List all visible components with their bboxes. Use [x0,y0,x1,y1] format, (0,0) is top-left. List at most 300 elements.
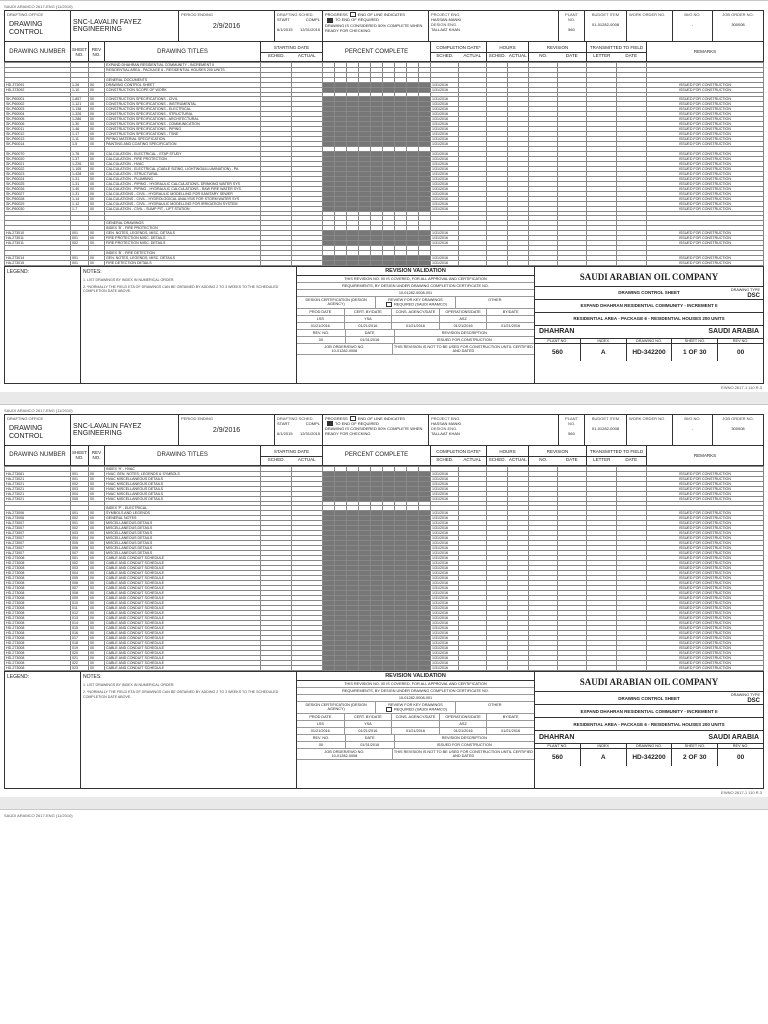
comp-sched-cell: 1/31/2016 [431,656,459,661]
comp-sched-cell: 1/31/2016 [431,541,459,546]
comp-sched-cell: 1/31/2016 [431,161,459,166]
percent-cell [323,260,335,265]
comp-sched-cell: 1/31/2016 [431,621,459,626]
period-ending: 2/9/2016 [212,23,241,30]
drawing-number-cell: HA-273014 [5,255,71,260]
comp-sched-cell: 1/31/2016 [431,496,459,501]
rev-cell: 00 [89,97,105,102]
rev-cell: 00 [89,132,105,137]
letter-cell [587,260,617,265]
percent-cell [419,666,431,671]
title-cell: INDEX 'B' - FIRE DETECTION [105,250,261,255]
title-cell: CABLE AND CONDUIT SCHEDULE [105,621,261,626]
drawing-number-cell: HD-273008 [5,631,71,636]
title-cell: CALCULATION - FIRE PROTECTION [105,156,261,161]
notes: NOTES: 1. LIST DRAWINGS BY INDEX IN NUMERICAL ORDER. 2. *NORMALLY THE FIELD ETA OF DRAWINGS CAN BE OBTAINED BY ADDING 2 TO 3 WEEKS TO THE SCHEDULED COMPLETION DATE ABOVE. [81,672,297,788]
comp-sched-cell: 1/31/2016 [431,556,459,561]
sheet-cell: 006 [71,581,89,586]
comp-sched-cell: 1/31/2016 [431,531,459,536]
comp-sched-cell: 1/31/2016 [431,476,459,481]
remarks-cell: ISSUED FOR CONSTRUCTION [647,661,764,666]
title-cell: CALCULATION - ELECTRICAL (CABLE SIZING, LIGHTING&ILLUMINATION) - PA [105,166,261,171]
remarks-cell: ISSUED FOR CONSTRUCTION [647,606,764,611]
title-cell: FIRE DETECTION DETAILS [105,260,261,265]
remarks-cell: ISSUED FOR CONSTRUCTION [647,611,764,616]
drawing-number-cell: HA-273010 [5,230,71,235]
drawing-control-sheet-3: SAUDI ARAMCO 2617-ENG (11/2010) [0,809,768,819]
sheet-cell: 1-40 [71,186,89,191]
sheet-cell: 003 [71,566,89,571]
hours-actual-cell [508,666,529,671]
title-cell: CABLE AND CONDUIT SCHEDULE [105,641,261,646]
comp-sched-cell: 1/31/2016 [431,156,459,161]
title-cell: CONSTRUCTION SPECIFICATIONS - CIVIL [105,97,261,102]
comp-sched-cell: 1/31/2016 [431,581,459,586]
comp-sched-cell: 1/31/2016 [431,102,459,107]
sheet-cell: 002 [71,481,89,486]
comp-sched-cell: 1/31/2016 [431,561,459,566]
remarks-cell: ISSUED FOR CONSTRUCTION [647,476,764,481]
comp-sched-cell: 1/31/2016 [431,107,459,112]
legend: LEGEND: [5,672,81,788]
drawing-number-cell: SK-P60011 [5,127,71,132]
page-gap [0,797,768,809]
comp-sched-cell: 1/31/2016 [431,611,459,616]
comp-sched-cell: 1/31/2016 [431,651,459,656]
column-headers: DRAWING NUMBER SHEET NO. REV NO. DRAWING TITLES STARTING DATE SCHED. ACTUAL PERCENT COMPLETE COMPLETION DATE* SCHED. ACTUAL HOURS SCHED. ACTUAL REVISION NO. DATE TRANSMITTED TO FIELD LETTER DATE REMARKS [4,42,764,62]
rev-cell: 00 [89,142,105,147]
drawing-rows-sheet-2 [5,466,764,671]
rev-cell: 00 [89,255,105,260]
drawing-number-cell: HD-273008 [5,561,71,566]
sheet-number: 1 OF 30 [672,344,718,361]
drawing-number-cell: HD-273008 [5,661,71,666]
remarks-cell: ISSUED FOR CONSTRUCTION [647,531,764,536]
percent-cell [359,260,371,265]
rev-cell: 00 [89,151,105,156]
sheet-cell: 001 [71,556,89,561]
remarks-cell: ISSUED FOR CONSTRUCTION [647,556,764,561]
drawing-number-cell: HD-273008 [5,656,71,661]
remarks-cell: ISSUED FOR CONSTRUCTION [647,151,764,156]
drawing-number-cell: HD-273008 [5,591,71,596]
drawing-control-sheet-1: SAUDI ARAMCO 2617-ENG (11/2010) DRAFTING OFFICE DRAWING CONTROL SNC-LAVALIN FAYEZ ENGINEERING PERIOD ENDING 2/9/2016 DRAFTING SCHED. START COMPL 6/1/2015 12/31/2015 PROGRESS END OF LINE INDICATES TO END OF REQUIRED DRAWING IS CONSIDERED 50% COMPLETE WHEN READY FOR CHECKING PROJECT ENG. HASSAN MANKI DESIGN ENG. TALLAAT KHAN PLANT NO. 560 BUDGET ITEM 01-01282-0008 WORK ORDER NO. BI/O NO. - JOB ORDER NO. 300008 DRAWING NUMBER SHEET NO. REV NO. DRAWING TITLES STARTING DATE SCHED. ACTUAL PERCENT COMPLETE COMPLETION DATE* SCHED. ACTUAL HOURS SCHED. ACTUAL REVISION NO. DATE TRANSMITTED TO FIELD LETTER DATE REMARKS EXPAND DHAHRAN RESIDENTIAL COMMUNITY - INCREMENT II RESIDENTIAL AREA - PACKAGE 6 - RESIDENTIAL HOUSES 200 UNITS GENERAL DOCUMENTS HD-373091 1-26 00 DRAWING CONTROL SHEET 1/31/2016 ISSUED FOR CONSTRUCTION HD-373092 1-10 00 CONSTRUCTION SCOPE OF WORK 1/31/2016 ISSUED FOR CONSTRUCTION SK-P60001 1-857 00 CONSTRUCTION SPECIFICATIONS - CIVIL 1/31/2016 ISSUED FOR CONSTRUCTION SK-P60002 1-121 00 CONSTRUCTION SPECIFICATIONS - INSTRUMENTAL 1/31/2016 ISSUED FOR CONSTRUCTION SK-P60003 1-138 00 CONSTRUCTION SPECIFICATIONS - ELECTRICAL 1/31/2016 ISSUED FOR CONSTRUCTION SK-P60004 1-326 00 CONSTRUCTION SPECIFICATIONS - STRUCTURAL 1/31/2016 ISSUED FOR CONSTRUCTION SK-P60005 1-286 00 CONSTRUCTION SPECIFICATIONS - ARCHITECTURAL 1/31/2016 ISSUED FOR CONSTRUCTION SK-P60006 1-30 00 CONSTRUCTION SPECIFICATIONS - COMMUNICATION 1/31/2016 ISSUED FOR CONSTRUCTION SK-P60011 1-46 00 CONSTRUCTION SPECIFICATIONS - PIPING 1/31/2016 ISSUED FOR CONSTRUCTION SK-P60012 1-17 00 CONSTRUCTION SPECIFICATIONS - TSNE 1/31/2016 ISSUED FOR CONSTRUCTION SK-P60013 1-11 00 PIPING MATERIAL SPECIFICATION 1/31/2016 ISSUED FOR CONSTRUCTION SK-P60014 1-5 00 PAINTING AND COATING SPECIFICATION 1/31/2016 ISSUED FOR CONSTRUCTION SK-P60070 1-76 00 CALCULATION - ELECTRICAL - ETAP STUDY 1/31/2016 ISSUED FOR CONSTRUCTION SK-P60020 1-37 00 CALCULATION - FIRE PROTECTION 1/31/2016 ISSUED FOR CONSTRUCTION SK-P60021 1-226 00 CALCULATION - HVAC 1/31/2016 ISSUED FOR CONSTRUCTION SK-P60022 1-105 00 CALCULATION - ELECTRICAL (CABLE SIZING, LIGHTING&ILLUMINATION) - PA 1/31/2016 ISSUED FOR CONSTRUCTION SK-P60023 1-428 00 CALCULATION - STRUCTURAL 1/31/2016 ISSUED FOR CONSTRUCTION SK-P60024 1-31 00 CALCULATION - PLUMBING 1/31/2016 ISSUED FOR CONSTRUCTION SK-P60025 1-31 00 CALCULATION - PIPING - HYDRAULIC CALCULATIONS- DRINKING WATER SYS 1/31/2016 ISSUED FOR CONSTRUCTION SK-P60026 1-40 00 CALCULATION - PIPING - HYDRAULIC CALCULATIONS - RAW FIRE WATER SYS 1/31/2016 ISSUED FOR CONSTRUCTION SK-P60027 1-31 00 CALCULATIONS - CIVIL - HYDRAULIC MODELLING FOR SANITARY SEWER 1/31/2016 ISSUED FOR CONSTRUCTION SK-P60028 1-14 00 CALCULATIONS - CIVIL - HYDROLOGICAL ANALYSIS FOR STORM WATER SYS 1/31/2016 ISSUED FOR CONSTRUCTION SK-P60029 1-12 00 CALCULATIONS - CIVIL - HYDRAULIC MODELLING FOR IRRIGATION SYSTEM 1/31/2016 ISSUED FOR CONSTRUCTION SK-P60030 1-7 00 CALCULATION - CIVIL - SUMP PIT - LIFT STATION 1/31/2016 ISSUED FOR CONSTRUCTION GENERAL DRAWINGS INDEX 'B' - FIRE PROTECTION HA-273010 001 00 GEN. NOTES, LEGENDS, MISC. DETAILS 1/31/2016 ISSUED FOR CONSTRUCTION HA-273011 001 00 FIRE PROTECTION MISC. DETAILS 1/31/2016 ISSUED FOR CONSTRUCTION HA-273011 002 00 FIRE PROTECTION MISC. DETAILS 1/31/2016 ISSUED FOR CONSTRUCTION INDEX 'B' - FIRE DETECTION HA-273014 001 00 GEN. NOTES, LEGENDS, MISC. DETAILS 1/31/2016 ISSUED FOR CONSTRUCTION HA-273015 001 00 FIRE DETECTION DETAILS 1/31/2016 ISSUED FOR CONSTRUCTION LEGEND: NOTES: 1. LIST DRAWINGS BY INDEX IN NUMERICAL ORDER. 2. *NORMALLY THE FIELD ETA OF DRAWINGS CAN BE OBTAINED BY ADDING 2 TO 3 WEEKS TO THE SCHEDULED COMPLETION DATE ABOVE. REVISION VALIDATION THIS REVISION NO. 00 IS COVERED, FOR ALL APPROVAL AND CERTIFICATION REQUIREMENTS, BY DESIGN UNDER DRAWING COMPLETION CERTIFICATE NO. 10-01282-0008-001 DESIGN CERTIFICATION (DESIGN AGENCY) REVIEW FOR KEY DRAWINGS REQUIRED (SAUDI ARAMCO) OTHER PROD DATE CERT. BY/DATE CONS. AGENCY/DATE OPERATIONS/DATE BY/DATE LSS YSA ASZ 01/21/2016 01/21/2016 01/21/2016 01/21/2016 01/21/2016 REV. NO. DATE REVISION DESCRIPTION 00 01/31/2016 ISSUED FOR CONSTRUCTION JOB ORDER/EWO NO. 10-01282-0008 THIS REVISION IS NOT TO BE USED FOR CONSTRUCTION UNTIL CERTIFIED AND DATED SAUDI ARABIAN OIL COMPANY DRAWING CONTROL SHEET DRAWING TYPE DSC EXPAND DHAHRAN RESIDENTIAL COMMUNITY - INCREMENT II RESIDENTIAL AREA - PACKAGE 6 - RESIDENTIAL HOUSES 200 UNITS DHAHRAN SAUDI ARABIA PLANT NO. INDEX DRAWING NO. SHEET NO. REV NO. 560 A HD-342200 1 OF 30 00 EWNO.2617-1 110 R.3 [0,0,768,392]
title-block [4,266,764,384]
rev-cell: 00 [89,656,105,661]
remarks-cell: ISSUED FOR CONSTRUCTION [647,142,764,147]
title-cell: CALCULATION - PLUMBING [105,176,261,181]
required-checkbox [386,302,392,307]
comp-sched-cell: 1/31/2016 [431,181,459,186]
drawing-number-cell: HA-273021 [5,481,71,486]
remarks-cell: ISSUED FOR CONSTRUCTION [647,166,764,171]
comp-sched-cell: 1/31/2016 [431,666,459,671]
sheet-cell: 015 [71,626,89,631]
rev-cell: 00 [89,186,105,191]
legend: LEGEND: [5,267,81,383]
sheet-cell: 1-12 [71,201,89,206]
drawing-number-cell: SK-P60027 [5,191,71,196]
comp-sched-cell: 1/31/2016 [431,596,459,601]
rev-cell: 00 [89,546,105,551]
remarks-cell: ISSUED FOR CONSTRUCTION [647,161,764,166]
remarks-cell: ISSUED FOR CONSTRUCTION [647,631,764,636]
title-cell: CABLE AND CONDUIT SCHEDULE [105,656,261,661]
remarks-cell: ISSUED FOR CONSTRUCTION [647,132,764,137]
rev-cell: 00 [89,137,105,142]
sheet-cell: 1-121 [71,102,89,107]
rev-no-cell [529,666,558,671]
comp-sched-cell: 1/31/2016 [431,255,459,260]
remarks-cell: ISSUED FOR CONSTRUCTION [647,521,764,526]
rev-date-cell [558,260,587,265]
comp-sched-cell: 1/31/2016 [431,186,459,191]
sheet-cell: 1-26 [71,82,89,87]
sheet-cell: 002 [71,516,89,521]
sheet-cell: 002 [71,526,89,531]
sheet-cell: 1-37 [71,156,89,161]
drawing-number-cell: HA-273006 [5,511,71,516]
rev-cell: 00 [89,636,105,641]
remarks-cell: ISSUED FOR CONSTRUCTION [647,666,764,671]
drawing-list-table [4,466,764,672]
comp-sched-cell: 1/31/2016 [431,641,459,646]
comp-sched-cell: 1/31/2016 [431,546,459,551]
title-cell: RESIDENTIAL AREA - PACKAGE 6 - RESIDENTIAL HOUSES 200 UNITS [105,68,261,73]
rev-cell: 00 [89,561,105,566]
comp-sched-cell: 1/31/2016 [431,491,459,496]
rev-cell: 00 [89,82,105,87]
rev-cell: 00 [89,516,105,521]
comp-sched-cell: 1/31/2016 [431,521,459,526]
title-cell: CALCULATIONS - CIVIL - HYDROLOGICAL ANALYSIS FOR STORM WATER SYS [105,196,261,201]
remarks-cell: ISSUED FOR CONSTRUCTION [647,127,764,132]
table-row [5,666,764,671]
remarks-cell: ISSUED FOR CONSTRUCTION [647,496,764,501]
drawing-number-cell: HA-273007 [5,526,71,531]
sheet-cell: 006 [71,546,89,551]
title-cell: GENERAL NOTES [105,516,261,521]
sheet-cell: 001 [71,471,89,476]
rev-cell: 00 [89,196,105,201]
title-cell: CABLE AND CONDUIT SCHEDULE [105,561,261,566]
title-cell: CALCULATION - PIPING - HYDRAULIC CALCULATIONS- DRINKING WATER SYS [105,181,261,186]
percent-cell [359,666,371,671]
remarks-cell: ISSUED FOR CONSTRUCTION [647,156,764,161]
rev-cell: 00 [89,117,105,122]
remarks-cell: ISSUED FOR CONSTRUCTION [647,240,764,245]
title-block [4,671,764,789]
title-cell: CABLE AND CONDUIT SCHEDULE [105,576,261,581]
column-headers: DRAWING NUMBER SHEET NO. REV NO. DRAWING TITLES STARTING DATE SCHED. ACTUAL PERCENT COMPLETE COMPLETION DATE* SCHED. ACTUAL HOURS SCHED. ACTUAL REVISION NO. DATE TRANSMITTED TO FIELD LETTER DATE REMARKS [4,446,764,466]
drawing-number-cell: HA-273021 [5,476,71,481]
remarks-cell: ISSUED FOR CONSTRUCTION [647,122,764,127]
rev-cell: 00 [89,596,105,601]
drawing-number-cell: SK-P60003 [5,107,71,112]
title-cell: SYMBOLS AND LEGENDS [105,511,261,516]
comp-sched-cell: 1/31/2016 [431,171,459,176]
drawing-number-cell: HA-273011 [5,240,71,245]
remarks-cell: ISSUED FOR CONSTRUCTION [647,641,764,646]
sheet-header: DRAFTING OFFICE DRAWING CONTROL SNC-LAVALIN FAYEZ ENGINEERING PERIOD ENDING 2/9/2016 DRAFTING SCHED. START COMPL 6/1/2015 12/31/2015 PROGRESS END OF LINE INDICATES TO END OF REQUIRED DRAWING IS CONSIDERED 50% COMPLETE WHEN READY FOR CHECKING PROJECT ENG. HASSAN MANKI DESIGN ENG. TALLAAT KHAN PLANT NO. 560 BUDGET ITEM 01-01282-0008 WORK ORDER NO. BI/O NO. - JOB ORDER NO. 300008 [4,414,764,446]
rev-cell: 00 [89,621,105,626]
rev-cell: 00 [89,541,105,546]
comp-sched-cell: 1/31/2016 [431,201,459,206]
rev-cell: 00 [89,601,105,606]
drawing-number-cell: HA-273015 [5,260,71,265]
letter-cell [587,666,617,671]
drawing-number-cell: HA-273081 [5,471,71,476]
drafting-office-label: DRAFTING OFFICE [7,12,44,17]
comp-sched-cell: 1/31/2016 [431,112,459,117]
sheet-cell: 1-857 [71,97,89,102]
rev-cell: 00 [89,551,105,556]
sheet-cell: 021 [71,656,89,661]
sheet-cell: 002 [71,561,89,566]
company-title: SAUDI ARABIAN OIL COMPANY [535,267,763,287]
drawing-number-cell: HD-273008 [5,596,71,601]
sheet-cell: 008 [71,591,89,596]
sheet-cell: 001 [71,511,89,516]
drawing-number-cell: SK-P60023 [5,171,71,176]
rev-cell: 00 [89,127,105,132]
drawing-list-table [4,62,764,266]
remarks-cell: ISSUED FOR CONSTRUCTION [647,176,764,181]
sheet-cell: 003 [71,486,89,491]
title-cell: HVAC MISCELLANEOUS DETAILS [105,476,261,481]
table-row [5,260,764,265]
notes: NOTES: 1. LIST DRAWINGS BY INDEX IN NUMERICAL ORDER. 2. *NORMALLY THE FIELD ETA OF DRAWINGS CAN BE OBTAINED BY ADDING 2 TO 3 WEEKS TO THE SCHEDULED COMPLETION DATE ABOVE. [81,267,297,383]
title-cell: CALCULATION - ELECTRICAL - ETAP STUDY [105,151,261,156]
drawing-number-cell: HD-273008 [5,601,71,606]
sheet-cell: 002 [71,240,89,245]
rev-cell: 00 [89,496,105,501]
title-cell: CABLE AND CONDUIT SCHEDULE [105,616,261,621]
remarks-cell: ISSUED FOR CONSTRUCTION [647,636,764,641]
sheet-cell: 1-286 [71,117,89,122]
remarks-cell: ISSUED FOR CONSTRUCTION [647,541,764,546]
comp-sched-cell: 1/31/2016 [431,471,459,476]
remarks-cell: ISSUED FOR CONSTRUCTION [647,196,764,201]
remarks-cell: ISSUED FOR CONSTRUCTION [647,546,764,551]
drawing-number: HD-342200 [627,344,673,361]
comp-sched-cell: 1/31/2016 [431,616,459,621]
comp-sched-cell: 1/31/2016 [431,551,459,556]
rev-cell: 00 [89,521,105,526]
sheet-cell: 011 [71,606,89,611]
drawing-number-cell: HD-273008 [5,621,71,626]
rev-cell: 00 [89,260,105,265]
remarks-cell: ISSUED FOR CONSTRUCTION [647,102,764,107]
sheet-cell: 022 [71,661,89,666]
title-cell: INDEX 'B' - FIRE PROTECTION [105,225,261,230]
title-cell: CALCULATION - CIVIL - SUMP PIT - LIFT STATION [105,206,261,211]
remarks-cell: ISSUED FOR CONSTRUCTION [647,171,764,176]
comp-sched-cell: 1/31/2016 [431,516,459,521]
comp-sched-cell: 1/31/2016 [431,87,459,92]
comp-actual-cell [459,666,487,671]
rev-cell: 00 [89,531,105,536]
rev-cell: 00 [89,526,105,531]
remarks-cell: ISSUED FOR CONSTRUCTION [647,112,764,117]
title-cell: DRAWING CONTROL SHEET [105,82,261,87]
remarks-cell: ISSUED FOR CONSTRUCTION [647,571,764,576]
comp-sched-cell: 1/31/2016 [431,606,459,611]
rev-cell: 00 [89,581,105,586]
start-actual-cell [292,260,323,265]
rev-cell: 00 [89,201,105,206]
remarks-cell: ISSUED FOR CONSTRUCTION [647,526,764,531]
comp-sched-cell: 1/31/2016 [431,235,459,240]
percent-cell [347,260,359,265]
sheet-cell: 007 [71,586,89,591]
rev-cell: 00 [89,166,105,171]
sheet-cell: 005 [71,576,89,581]
drawing-number-cell: SK-P60002 [5,102,71,107]
title-cell: GEN. NOTES, LEGENDS, MISC. DETAILS [105,230,261,235]
title-cell: CABLE AND CONDUIT SCHEDULE [105,581,261,586]
sheet-cell: 020 [71,651,89,656]
drawing-number-cell: HA-273007 [5,531,71,536]
sheet-cell: 1-10 [71,87,89,92]
remarks-cell: ISSUED FOR CONSTRUCTION [647,82,764,87]
title-cell: INDEX 'P' - ELECTRICAL [105,506,261,511]
remarks-cell: ISSUED FOR CONSTRUCTION [647,626,764,631]
remarks-cell: ISSUED FOR CONSTRUCTION [647,511,764,516]
sheet-cell: 005 [71,541,89,546]
comp-sched-cell: 1/31/2016 [431,196,459,201]
sheet-cell: 009 [71,596,89,601]
title-cell: CONSTRUCTION SPECIFICATIONS - TSNE [105,132,261,137]
drawing-number-cell: HA-273021 [5,491,71,496]
title-cell: CABLE AND CONDUIT SCHEDULE [105,601,261,606]
drawing-number-cell: SK-P60024 [5,176,71,181]
rev-cell: 00 [89,176,105,181]
comp-sched-cell: 1/31/2016 [431,661,459,666]
sheet-cell: 001 [71,521,89,526]
rev-cell: 00 [89,511,105,516]
sheet-cell: 001 [71,476,89,481]
comp-sched-cell: 1/31/2016 [431,576,459,581]
sheet-cell: 014 [71,621,89,626]
title-cell: CABLE AND CONDUIT SCHEDULE [105,666,261,671]
rev-cell: 00 [89,191,105,196]
rev-cell: 00 [89,87,105,92]
comp-sched-cell: 1/31/2016 [431,526,459,531]
drawing-number-cell: HD-273008 [5,611,71,616]
sheet-cell: 001 [71,260,89,265]
remarks-cell: ISSUED FOR CONSTRUCTION [647,186,764,191]
trans-date-cell [617,260,647,265]
title-cell: HVAC MISCELLANEOUS DETAILS [105,481,261,486]
rev-cell: 00 [89,206,105,211]
sheet-cell: 004 [71,536,89,541]
percent-cell [395,666,407,671]
title-cell: FIRE PROTECTION MISC. DETAILS [105,235,261,240]
remarks-cell: ISSUED FOR CONSTRUCTION [647,260,764,265]
percent-cell [383,260,395,265]
title-cell: CABLE AND CONDUIT SCHEDULE [105,661,261,666]
sheet-cell: 023 [71,666,89,671]
remarks-cell: ISSUED FOR CONSTRUCTION [647,117,764,122]
sheet-cell: 001 [71,230,89,235]
drawing-number-cell: SK-P60070 [5,151,71,156]
sheet-cell: 003 [71,531,89,536]
percent-cell [335,260,347,265]
sheet-cell: 018 [71,641,89,646]
comp-sched-cell: 1/31/2016 [431,142,459,147]
company-block: SAUDI ARABIAN OIL COMPANY DRAWING CONTROL SHEET DRAWING TYPE DSC EXPAND DHAHRAN RESIDENTIAL COMMUNITY - INCREMENT II RESIDENTIAL AREA - PACKAGE 6 - RESIDENTIAL HOUSES 200 UNITS DHAHRAN SAUDI ARABIA PLANT NO. INDEX DRAWING NO. SHEET NO. REV NO. 560 A HD-342200 2 OF 30 00 [535,672,763,788]
rev-cell: 00 [89,626,105,631]
title-cell: MISCELLANEOUS DETAILS [105,541,261,546]
title-cell: CABLE AND CONDUIT SCHEDULE [105,611,261,616]
comp-sched-cell: 1/31/2016 [431,230,459,235]
rev-cell: 00 [89,556,105,561]
form-number: SAUDI ARAMCO 2617-ENG (11/2010) [4,407,73,413]
remarks-cell: ISSUED FOR CONSTRUCTION [647,471,764,476]
title-cell: CABLE AND CONDUIT SCHEDULE [105,631,261,636]
sheet-cell: 012 [71,611,89,616]
comp-sched-cell: 1/31/2016 [431,132,459,137]
remarks-cell: ISSUED FOR CONSTRUCTION [647,97,764,102]
drawing-number-cell: HD-373092 [5,87,71,92]
comp-sched-cell: 1/31/2016 [431,626,459,631]
sheet-cell: 1-76 [71,151,89,156]
company-block: SAUDI ARABIAN OIL COMPANY DRAWING CONTROL SHEET DRAWING TYPE DSC EXPAND DHAHRAN RESIDENTIAL COMMUNITY - INCREMENT II RESIDENTIAL AREA - PACKAGE 6 - RESIDENTIAL HOUSES 200 UNITS DHAHRAN SAUDI ARABIA PLANT NO. INDEX DRAWING NO. SHEET NO. REV NO. 560 A HD-342200 1 OF 30 00 [535,267,763,383]
start-actual-cell [292,666,323,671]
drawing-number-cell: HD-273008 [5,636,71,641]
title-cell: PAINTING AND COATING SPECIFICATION [105,142,261,147]
sheet-cell: 1-105 [71,166,89,171]
comp-sched-cell: 1/31/2016 [431,206,459,211]
title-cell: MISCELLANEOUS DETAILS [105,521,261,526]
remarks-cell: ISSUED FOR CONSTRUCTION [647,191,764,196]
title-cell: CONSTRUCTION SPECIFICATIONS - STRUCTURAL [105,112,261,117]
title-cell: GENERAL DOCUMENTS [105,77,261,82]
title-cell: MISCELLANEOUS DETAILS [105,536,261,541]
drawing-number-cell: HA-273007 [5,541,71,546]
drawing-number-cell: HA-273007 [5,521,71,526]
drawing-number-cell: HA-273021 [5,486,71,491]
remarks-cell: ISSUED FOR CONSTRUCTION [647,491,764,496]
remarks-cell: ISSUED FOR CONSTRUCTION [647,137,764,142]
percent-cell [371,260,383,265]
drawing-number-cell: HD-273008 [5,576,71,581]
remarks-cell: ISSUED FOR CONSTRUCTION [647,230,764,235]
revision-validation: REVISION VALIDATION THIS REVISION NO. 00 IS COVERED, FOR ALL APPROVAL AND CERTIFICATION REQUIREMENTS, BY DESIGN UNDER DRAWING COMPLETION CERTIFICATE NO. 10-01282-0008-001 DESIGN CERTIFICATION (DESIGN AGENCY) REVIEW FOR KEY DRAWINGS REQUIRED (SAUDI ARAMCO) OTHER PROD DATE CERT. BY/DATE CONS. AGENCY/DATE OPERATIONS/DATE BY/DATE LSS YSA ASZ 01/21/2016 01/21/2016 01/21/2016 01/21/2016 01/21/2016 REV. NO. DATE REVISION DESCRIPTION 00 01/31/2016 ISSUED FOR CONSTRUCTION JOB ORDER/EWO NO. 10-01282-0008 THIS REVISION IS NOT TO BE USED FOR CONSTRUCTION UNTIL CERTIFIED AND DATED [297,267,535,383]
title-cell: CABLE AND CONDUIT SCHEDULE [105,626,261,631]
hours-sched-cell [487,260,508,265]
remarks-cell: ISSUED FOR CONSTRUCTION [647,201,764,206]
title-cell: HVAC MISCELLANEOUS DETAILS [105,496,261,501]
title-cell: CABLE AND CONDUIT SCHEDULE [105,646,261,651]
remarks-cell: ISSUED FOR CONSTRUCTION [647,566,764,571]
rev-cell: 00 [89,240,105,245]
comp-sched-cell: 1/31/2016 [431,631,459,636]
percent-cell [335,666,347,671]
drawing-number-cell: HD-273008 [5,586,71,591]
comp-sched-cell: 1/31/2016 [431,166,459,171]
sheet-cell: 005 [71,496,89,501]
sheet-cell: 019 [71,646,89,651]
rev-cell: 00 [89,646,105,651]
sheet-cell: 1-7 [71,206,89,211]
sheet-cell: 001 [71,235,89,240]
rev-cell: 00 [89,651,105,656]
drawing-rows-sheet-1 [5,63,764,266]
remarks-cell: ISSUED FOR CONSTRUCTION [647,656,764,661]
drawing-number-cell: SK-P60006 [5,122,71,127]
